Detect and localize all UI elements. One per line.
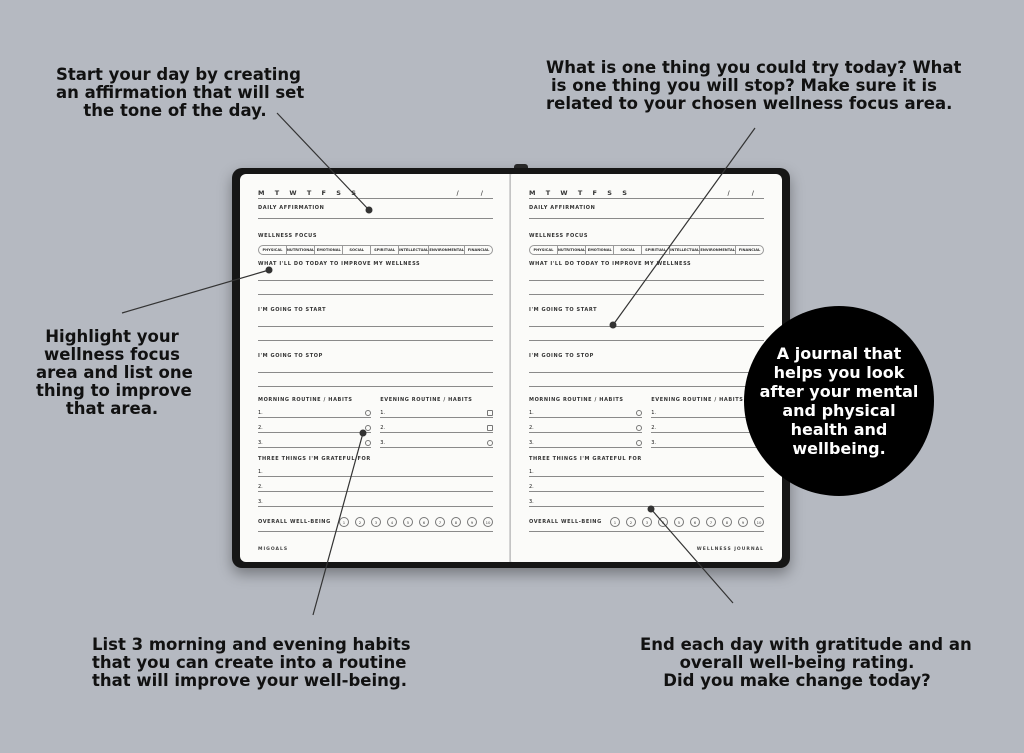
footer-brand: MIGOALS: [258, 547, 289, 552]
grateful-label: THREE THINGS I'M GRATEFUL FOR: [258, 456, 371, 462]
date-field: / /: [456, 189, 493, 197]
affirmation-label: DAILY AFFIRMATION: [258, 205, 325, 211]
right-page: M T W T F S S / / DAILY AFFIRMATION WELLNESS FOCUS PHYSICAL NUTRITIONAL EMOTIONAL SOCIAL SPIRITUAL INTELLECTUAL ENVIRONMENTAL FINANCIAL WHAT I'LL DO TODAY TO IMPROVE MY WELLNESS I'M GOING TO START I'M GOING TO STOP MORNING ROUTINE / HABITS 1. 2. 3. EVENING ROUTINE / HABITS 1. 2. 3. THREE THINGS I'M GRATEFUL FOR 1. 2. 3. OVERALL WELL-BEING 1 2 3 5 6 7 8 9 10 WELLNESS JOURNAL: [511, 174, 782, 562]
pointer-gratitude: [651, 509, 733, 603]
wellbeing-scale: 1 2 3 4 5 6 7 8 9 10: [339, 517, 493, 527]
focus-social: SOCIAL: [343, 245, 371, 255]
date-field: / /: [727, 189, 764, 197]
focus-environmental: ENVIRONMENTAL: [429, 245, 465, 255]
callout-focus: Highlight your wellness focus area and list one thing to improve that area.: [36, 327, 193, 418]
weekday-letters: M T W T F S S: [258, 189, 360, 197]
pointer-focus: [122, 270, 269, 313]
pointer-dot: [648, 506, 655, 513]
evening-label: EVENING ROUTINE / HABITS: [380, 397, 473, 403]
focus-intellectual: INTELLECTUAL: [399, 245, 429, 255]
pointer-try-stop: [613, 128, 755, 325]
stop-label: I'M GOING TO STOP: [529, 353, 594, 359]
focus-spiritual: SPIRITUAL: [371, 245, 399, 255]
improve-label: WHAT I'LL DO TODAY TO IMPROVE MY WELLNESS: [529, 261, 692, 267]
morning-label: MORNING ROUTINE / HABITS: [258, 397, 353, 403]
stop-label: I'M GOING TO STOP: [258, 353, 323, 359]
callout-affirmation: Start your day by creating an affirmation that will set the tone of the day.: [56, 65, 305, 120]
focus-emotional: EMOTIONAL: [315, 245, 343, 255]
wellness-focus-label: WELLNESS FOCUS: [529, 233, 589, 239]
callout-gratitude: End each day with gratitude and an overall well-being rating. Did you make change today?: [640, 635, 972, 690]
start-label: I'M GOING TO START: [529, 307, 598, 313]
focus-nutritional: NUTRITIONAL: [287, 245, 315, 255]
wellbeing-label: OVERALL WELL-BEING: [258, 519, 331, 525]
affirmation-label: DAILY AFFIRMATION: [529, 205, 596, 211]
pointer-affirmation: [277, 113, 369, 210]
focus-financial: FINANCIAL: [467, 248, 490, 252]
weekday-letters: M T W T F S S: [529, 189, 631, 197]
pointer-dot: [610, 322, 617, 329]
pointer-habits: [313, 433, 363, 615]
focus-area-selector: PHYSICAL NUTRITIONAL EMOTIONAL SOCIAL SPIRITUAL INTELLECTUAL ENVIRONMENTAL FINANCIAL: [529, 245, 764, 255]
wellbeing-scale: 1 2 3 5 6 7 8 9 10: [610, 517, 764, 527]
footer-title: WELLNESS JOURNAL: [696, 547, 764, 552]
pointer-dot: [360, 430, 367, 437]
wellness-focus-label: WELLNESS FOCUS: [258, 233, 318, 239]
improve-label: WHAT I'LL DO TODAY TO IMPROVE MY WELLNESS: [258, 261, 421, 267]
start-label: I'M GOING TO START: [258, 307, 327, 313]
journal-badge: A journal that helps you look after your mental and physical health and wellbeing.: [744, 306, 934, 496]
left-page: M T W T F S S / / DAILY AFFIRMATION WELLNESS FOCUS PHYSICAL NUTRITIONAL EMOTIONAL SOCIAL SPIRITUAL INTELLECTUAL ENVIRONMENTAL FINANCIAL WHAT I'LL DO TODAY TO IMPROVE MY WELLNESS I'M GOING TO START I'M GOING TO STOP MORNING ROUTINE / HABITS 1. 2. 3. EVENING ROUTINE / HABITS 1. 2. 3. THREE THINGS I'M GRATEFUL FOR 1. 2. 3. OVERALL WELL-BEING 1 2 3 4 5 6 7 8 9 10 MIGOALS: [240, 174, 511, 562]
pointer-dot: [366, 207, 373, 214]
callout-try-stop: What is one thing you could try today? What is one thing you will stop? Make sure it is related to your chosen wellness focus area.: [546, 58, 962, 113]
pointer-dot: [266, 267, 273, 274]
callout-habits: List 3 morning and evening habits that you can create into a routine that will improve your well-being.: [92, 635, 411, 690]
focus-physical: PHYSICAL: [259, 245, 287, 255]
